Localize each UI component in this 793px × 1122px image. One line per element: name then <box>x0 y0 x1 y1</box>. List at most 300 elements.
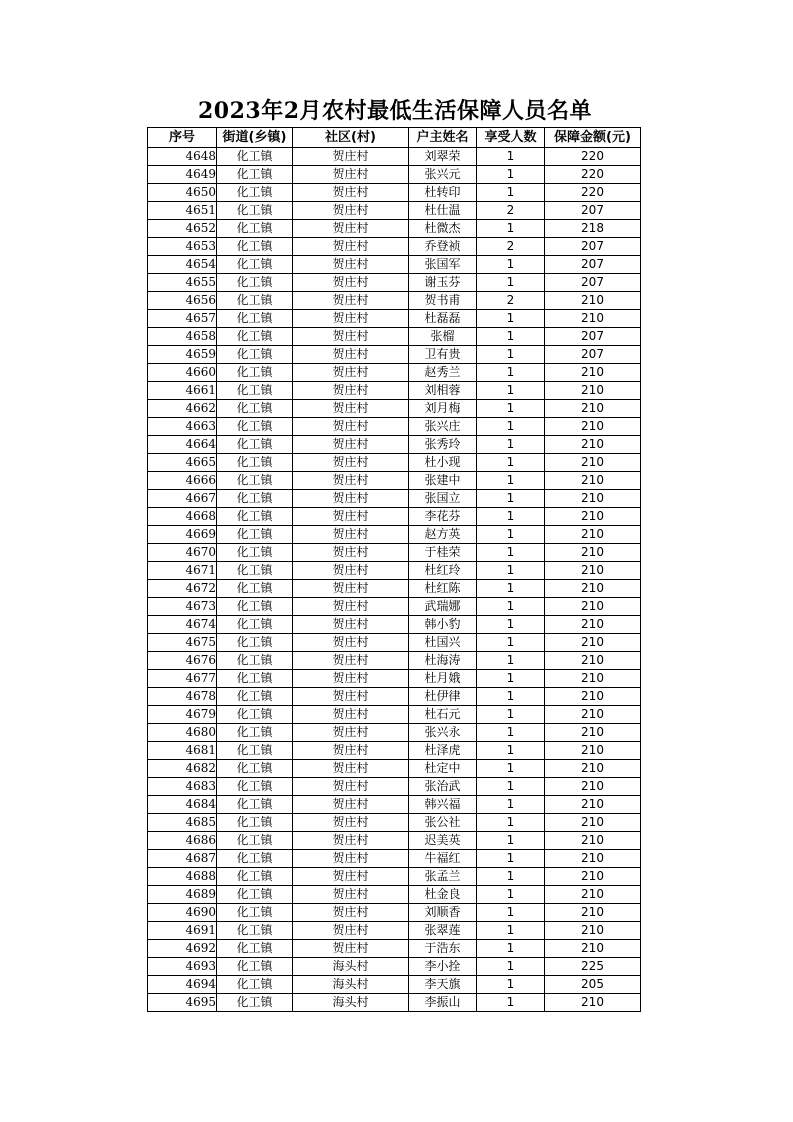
village-cell: 海头村 <box>293 976 409 994</box>
table-row <box>148 994 641 1012</box>
householder-cell: 张建中 <box>409 472 477 490</box>
serial-no-cell: 4676 <box>148 652 217 670</box>
serial-no-cell: 4674 <box>148 616 217 634</box>
serial-no-cell: 4657 <box>148 310 217 328</box>
householder-cell: 杜仕温 <box>409 202 477 220</box>
header-amount: 保障金额(元) <box>545 128 641 148</box>
householder-cell: 张国军 <box>409 256 477 274</box>
householder-cell: 张公社 <box>409 814 477 832</box>
street-cell: 化工镇 <box>217 328 293 346</box>
amount-cell: 210 <box>545 292 641 310</box>
serial-no-cell: 4690 <box>148 904 217 922</box>
serial-no-cell: 4662 <box>148 400 217 418</box>
amount-cell: 210 <box>545 904 641 922</box>
serial-no-cell: 4669 <box>148 526 217 544</box>
table-row <box>148 382 641 400</box>
householder-cell: 张榴 <box>409 328 477 346</box>
street-cell: 化工镇 <box>217 382 293 400</box>
serial-no-cell: 4649 <box>148 166 217 184</box>
village-cell: 贺庄村 <box>293 850 409 868</box>
street-cell: 化工镇 <box>217 454 293 472</box>
street-cell: 化工镇 <box>217 778 293 796</box>
street-cell: 化工镇 <box>217 472 293 490</box>
village-cell: 贺庄村 <box>293 454 409 472</box>
serial-no-cell: 4651 <box>148 202 217 220</box>
amount-cell: 210 <box>545 814 641 832</box>
street-cell: 化工镇 <box>217 346 293 364</box>
table-row <box>148 688 641 706</box>
serial-no-cell: 4650 <box>148 184 217 202</box>
village-cell: 贺庄村 <box>293 580 409 598</box>
table-row <box>148 760 641 778</box>
header-serial-no: 序号 <box>148 128 217 148</box>
village-cell: 贺庄村 <box>293 886 409 904</box>
table-row <box>148 436 641 454</box>
village-cell: 贺庄村 <box>293 364 409 382</box>
householder-cell: 刘翠荣 <box>409 148 477 166</box>
street-cell: 化工镇 <box>217 706 293 724</box>
householder-cell: 乔登祯 <box>409 238 477 256</box>
householder-cell: 赵方英 <box>409 526 477 544</box>
householder-cell: 杜泽虎 <box>409 742 477 760</box>
beneficiaries-cell: 1 <box>477 742 545 760</box>
street-cell: 化工镇 <box>217 418 293 436</box>
table-row <box>148 616 641 634</box>
table-row <box>148 652 641 670</box>
street-cell: 化工镇 <box>217 724 293 742</box>
village-cell: 贺庄村 <box>293 202 409 220</box>
beneficiaries-cell: 1 <box>477 706 545 724</box>
householder-cell: 李振山 <box>409 994 477 1012</box>
village-cell: 贺庄村 <box>293 220 409 238</box>
table-row <box>148 274 641 292</box>
serial-no-cell: 4659 <box>148 346 217 364</box>
serial-no-cell: 4656 <box>148 292 217 310</box>
street-cell: 化工镇 <box>217 742 293 760</box>
householder-cell: 杜石元 <box>409 706 477 724</box>
table-row <box>148 958 641 976</box>
village-cell: 贺庄村 <box>293 436 409 454</box>
beneficiaries-cell: 1 <box>477 400 545 418</box>
street-cell: 化工镇 <box>217 580 293 598</box>
amount-cell: 210 <box>545 310 641 328</box>
beneficiaries-cell: 1 <box>477 490 545 508</box>
table-row <box>148 976 641 994</box>
header-row <box>148 128 641 148</box>
village-cell: 贺庄村 <box>293 256 409 274</box>
street-cell: 化工镇 <box>217 544 293 562</box>
beneficiaries-cell: 1 <box>477 688 545 706</box>
beneficiaries-cell: 2 <box>477 292 545 310</box>
householder-cell: 杜海涛 <box>409 652 477 670</box>
householder-cell: 卫有贵 <box>409 346 477 364</box>
serial-no-cell: 4689 <box>148 886 217 904</box>
village-cell: 贺庄村 <box>293 274 409 292</box>
table-row <box>148 850 641 868</box>
village-cell: 贺庄村 <box>293 670 409 688</box>
street-cell: 化工镇 <box>217 490 293 508</box>
beneficiaries-cell: 1 <box>477 454 545 472</box>
table-row <box>148 148 641 166</box>
householder-cell: 刘相蓉 <box>409 382 477 400</box>
table-row <box>148 220 641 238</box>
table-row <box>148 886 641 904</box>
serial-no-cell: 4682 <box>148 760 217 778</box>
householder-cell: 杜国兴 <box>409 634 477 652</box>
table-row <box>148 706 641 724</box>
village-cell: 贺庄村 <box>293 472 409 490</box>
street-cell: 化工镇 <box>217 148 293 166</box>
village-cell: 贺庄村 <box>293 544 409 562</box>
table-row <box>148 724 641 742</box>
householder-cell: 刘月梅 <box>409 400 477 418</box>
beneficiaries-cell: 1 <box>477 598 545 616</box>
table-row <box>148 526 641 544</box>
amount-cell: 210 <box>545 922 641 940</box>
amount-cell: 207 <box>545 328 641 346</box>
householder-cell: 张翠莲 <box>409 922 477 940</box>
amount-cell: 210 <box>545 940 641 958</box>
householder-cell: 韩兴福 <box>409 796 477 814</box>
householder-cell: 牛福红 <box>409 850 477 868</box>
amount-cell: 210 <box>545 688 641 706</box>
table-row <box>148 490 641 508</box>
serial-no-cell: 4655 <box>148 274 217 292</box>
householder-cell: 李小拴 <box>409 958 477 976</box>
village-cell: 贺庄村 <box>293 634 409 652</box>
householder-cell: 韩小豹 <box>409 616 477 634</box>
householder-cell: 杜红玲 <box>409 562 477 580</box>
beneficiaries-cell: 1 <box>477 616 545 634</box>
beneficiaries-cell: 1 <box>477 724 545 742</box>
recipient-table <box>147 127 641 1012</box>
amount-cell: 210 <box>545 508 641 526</box>
serial-no-cell: 4679 <box>148 706 217 724</box>
serial-no-cell: 4672 <box>148 580 217 598</box>
beneficiaries-cell: 1 <box>477 256 545 274</box>
amount-cell: 210 <box>545 472 641 490</box>
beneficiaries-cell: 1 <box>477 868 545 886</box>
householder-cell: 谢玉芬 <box>409 274 477 292</box>
street-cell: 化工镇 <box>217 904 293 922</box>
amount-cell: 210 <box>545 418 641 436</box>
beneficiaries-cell: 1 <box>477 886 545 904</box>
street-cell: 化工镇 <box>217 202 293 220</box>
beneficiaries-cell: 1 <box>477 184 545 202</box>
table-row <box>148 400 641 418</box>
householder-cell: 刘顺香 <box>409 904 477 922</box>
amount-cell: 210 <box>545 490 641 508</box>
householder-cell: 张治武 <box>409 778 477 796</box>
amount-cell: 210 <box>545 382 641 400</box>
beneficiaries-cell: 1 <box>477 832 545 850</box>
page-title: 2023年2月农村最低生活保障人员名单 <box>197 98 593 124</box>
village-cell: 贺庄村 <box>293 904 409 922</box>
table-row <box>148 238 641 256</box>
street-cell: 化工镇 <box>217 166 293 184</box>
serial-no-cell: 4668 <box>148 508 217 526</box>
beneficiaries-cell: 2 <box>477 202 545 220</box>
village-cell: 贺庄村 <box>293 832 409 850</box>
serial-no-cell: 4670 <box>148 544 217 562</box>
table-row <box>148 940 641 958</box>
village-cell: 贺庄村 <box>293 652 409 670</box>
street-cell: 化工镇 <box>217 868 293 886</box>
amount-cell: 210 <box>545 868 641 886</box>
amount-cell: 210 <box>545 760 641 778</box>
amount-cell: 210 <box>545 652 641 670</box>
serial-no-cell: 4664 <box>148 436 217 454</box>
village-cell: 贺庄村 <box>293 688 409 706</box>
householder-cell: 杜伊律 <box>409 688 477 706</box>
amount-cell: 210 <box>545 832 641 850</box>
street-cell: 化工镇 <box>217 652 293 670</box>
village-cell: 贺庄村 <box>293 940 409 958</box>
serial-no-cell: 4667 <box>148 490 217 508</box>
table-row <box>148 868 641 886</box>
village-cell: 贺庄村 <box>293 814 409 832</box>
village-cell: 贺庄村 <box>293 400 409 418</box>
village-cell: 贺庄村 <box>293 418 409 436</box>
beneficiaries-cell: 1 <box>477 382 545 400</box>
table-row <box>148 472 641 490</box>
beneficiaries-cell: 1 <box>477 436 545 454</box>
serial-no-cell: 4685 <box>148 814 217 832</box>
beneficiaries-cell: 1 <box>477 346 545 364</box>
serial-no-cell: 4665 <box>148 454 217 472</box>
beneficiaries-cell: 1 <box>477 940 545 958</box>
beneficiaries-cell: 1 <box>477 922 545 940</box>
street-cell: 化工镇 <box>217 436 293 454</box>
street-cell: 化工镇 <box>217 958 293 976</box>
amount-cell: 207 <box>545 202 641 220</box>
amount-cell: 210 <box>545 796 641 814</box>
householder-cell: 杜金良 <box>409 886 477 904</box>
table-row <box>148 598 641 616</box>
amount-cell: 210 <box>545 364 641 382</box>
street-cell: 化工镇 <box>217 292 293 310</box>
village-cell: 贺庄村 <box>293 310 409 328</box>
village-cell: 贺庄村 <box>293 760 409 778</box>
table-row <box>148 544 641 562</box>
table-row <box>148 562 641 580</box>
table-row <box>148 742 641 760</box>
table-row <box>148 418 641 436</box>
table-row <box>148 346 641 364</box>
table-row <box>148 796 641 814</box>
amount-cell: 210 <box>545 670 641 688</box>
amount-cell: 207 <box>545 238 641 256</box>
street-cell: 化工镇 <box>217 562 293 580</box>
householder-cell: 贺书甫 <box>409 292 477 310</box>
householder-cell: 张兴庄 <box>409 418 477 436</box>
beneficiaries-cell: 1 <box>477 220 545 238</box>
serial-no-cell: 4686 <box>148 832 217 850</box>
street-cell: 化工镇 <box>217 184 293 202</box>
beneficiaries-cell: 1 <box>477 472 545 490</box>
beneficiaries-cell: 1 <box>477 526 545 544</box>
street-cell: 化工镇 <box>217 400 293 418</box>
street-cell: 化工镇 <box>217 688 293 706</box>
village-cell: 贺庄村 <box>293 922 409 940</box>
table-row <box>148 922 641 940</box>
householder-cell: 于浩东 <box>409 940 477 958</box>
table-row <box>148 328 641 346</box>
serial-no-cell: 4678 <box>148 688 217 706</box>
beneficiaries-cell: 1 <box>477 814 545 832</box>
street-cell: 化工镇 <box>217 310 293 328</box>
householder-cell: 杜定中 <box>409 760 477 778</box>
beneficiaries-cell: 1 <box>477 364 545 382</box>
beneficiaries-cell: 1 <box>477 850 545 868</box>
serial-no-cell: 4693 <box>148 958 217 976</box>
table-row <box>148 580 641 598</box>
serial-no-cell: 4673 <box>148 598 217 616</box>
amount-cell: 210 <box>545 706 641 724</box>
householder-cell: 赵秀兰 <box>409 364 477 382</box>
village-cell: 贺庄村 <box>293 562 409 580</box>
amount-cell: 210 <box>545 580 641 598</box>
village-cell: 贺庄村 <box>293 508 409 526</box>
serial-no-cell: 4666 <box>148 472 217 490</box>
amount-cell: 210 <box>545 436 641 454</box>
street-cell: 化工镇 <box>217 364 293 382</box>
amount-cell: 220 <box>545 184 641 202</box>
amount-cell: 218 <box>545 220 641 238</box>
householder-cell: 杜月娥 <box>409 670 477 688</box>
serial-no-cell: 4677 <box>148 670 217 688</box>
table-row <box>148 778 641 796</box>
village-cell: 贺庄村 <box>293 868 409 886</box>
amount-cell: 210 <box>545 544 641 562</box>
householder-cell: 李天旗 <box>409 976 477 994</box>
village-cell: 贺庄村 <box>293 166 409 184</box>
table-row <box>148 670 641 688</box>
street-cell: 化工镇 <box>217 976 293 994</box>
amount-cell: 210 <box>545 850 641 868</box>
householder-cell: 张孟兰 <box>409 868 477 886</box>
serial-no-cell: 4663 <box>148 418 217 436</box>
table-row <box>148 292 641 310</box>
village-cell: 海头村 <box>293 958 409 976</box>
header-street: 街道(乡镇) <box>217 128 293 148</box>
village-cell: 海头村 <box>293 994 409 1012</box>
table-row <box>148 634 641 652</box>
householder-cell: 于桂荣 <box>409 544 477 562</box>
serial-no-cell: 4660 <box>148 364 217 382</box>
table-row <box>148 814 641 832</box>
table-row <box>148 184 641 202</box>
householder-cell: 杜转印 <box>409 184 477 202</box>
beneficiaries-cell: 1 <box>477 796 545 814</box>
householder-cell: 张兴元 <box>409 166 477 184</box>
beneficiaries-cell: 1 <box>477 418 545 436</box>
amount-cell: 210 <box>545 562 641 580</box>
street-cell: 化工镇 <box>217 634 293 652</box>
table-row <box>148 166 641 184</box>
amount-cell: 210 <box>545 886 641 904</box>
serial-no-cell: 4684 <box>148 796 217 814</box>
table-row <box>148 256 641 274</box>
amount-cell: 207 <box>545 274 641 292</box>
header-village: 社区(村) <box>293 128 409 148</box>
beneficiaries-cell: 1 <box>477 976 545 994</box>
street-cell: 化工镇 <box>217 796 293 814</box>
serial-no-cell: 4688 <box>148 868 217 886</box>
serial-no-cell: 4648 <box>148 148 217 166</box>
beneficiaries-cell: 1 <box>477 670 545 688</box>
village-cell: 贺庄村 <box>293 292 409 310</box>
amount-cell: 210 <box>545 724 641 742</box>
street-cell: 化工镇 <box>217 670 293 688</box>
village-cell: 贺庄村 <box>293 616 409 634</box>
street-cell: 化工镇 <box>217 256 293 274</box>
beneficiaries-cell: 1 <box>477 544 545 562</box>
beneficiaries-cell: 1 <box>477 274 545 292</box>
village-cell: 贺庄村 <box>293 796 409 814</box>
serial-no-cell: 4691 <box>148 922 217 940</box>
street-cell: 化工镇 <box>217 238 293 256</box>
village-cell: 贺庄村 <box>293 148 409 166</box>
beneficiaries-cell: 1 <box>477 994 545 1012</box>
beneficiaries-cell: 1 <box>477 562 545 580</box>
amount-cell: 207 <box>545 256 641 274</box>
street-cell: 化工镇 <box>217 922 293 940</box>
street-cell: 化工镇 <box>217 220 293 238</box>
householder-cell: 张兴永 <box>409 724 477 742</box>
householder-cell: 杜红陈 <box>409 580 477 598</box>
householder-cell: 杜小现 <box>409 454 477 472</box>
street-cell: 化工镇 <box>217 508 293 526</box>
amount-cell: 210 <box>545 598 641 616</box>
serial-no-cell: 4658 <box>148 328 217 346</box>
amount-cell: 225 <box>545 958 641 976</box>
serial-no-cell: 4695 <box>148 994 217 1012</box>
beneficiaries-cell: 1 <box>477 760 545 778</box>
amount-cell: 210 <box>545 634 641 652</box>
serial-no-cell: 4671 <box>148 562 217 580</box>
village-cell: 贺庄村 <box>293 490 409 508</box>
village-cell: 贺庄村 <box>293 382 409 400</box>
village-cell: 贺庄村 <box>293 598 409 616</box>
amount-cell: 205 <box>545 976 641 994</box>
beneficiaries-cell: 1 <box>477 328 545 346</box>
table-row <box>148 364 641 382</box>
beneficiaries-cell: 1 <box>477 634 545 652</box>
street-cell: 化工镇 <box>217 760 293 778</box>
street-cell: 化工镇 <box>217 940 293 958</box>
beneficiaries-cell: 1 <box>477 580 545 598</box>
amount-cell: 207 <box>545 346 641 364</box>
serial-no-cell: 4653 <box>148 238 217 256</box>
beneficiaries-cell: 1 <box>477 778 545 796</box>
header-householder: 户主姓名 <box>409 128 477 148</box>
village-cell: 贺庄村 <box>293 724 409 742</box>
street-cell: 化工镇 <box>217 886 293 904</box>
beneficiaries-cell: 1 <box>477 166 545 184</box>
street-cell: 化工镇 <box>217 526 293 544</box>
amount-cell: 210 <box>545 526 641 544</box>
serial-no-cell: 4681 <box>148 742 217 760</box>
beneficiaries-cell: 1 <box>477 652 545 670</box>
table-row <box>148 904 641 922</box>
street-cell: 化工镇 <box>217 814 293 832</box>
householder-cell: 李花芬 <box>409 508 477 526</box>
table-row <box>148 832 641 850</box>
street-cell: 化工镇 <box>217 274 293 292</box>
street-cell: 化工镇 <box>217 832 293 850</box>
header-beneficiaries: 享受人数 <box>477 128 545 148</box>
